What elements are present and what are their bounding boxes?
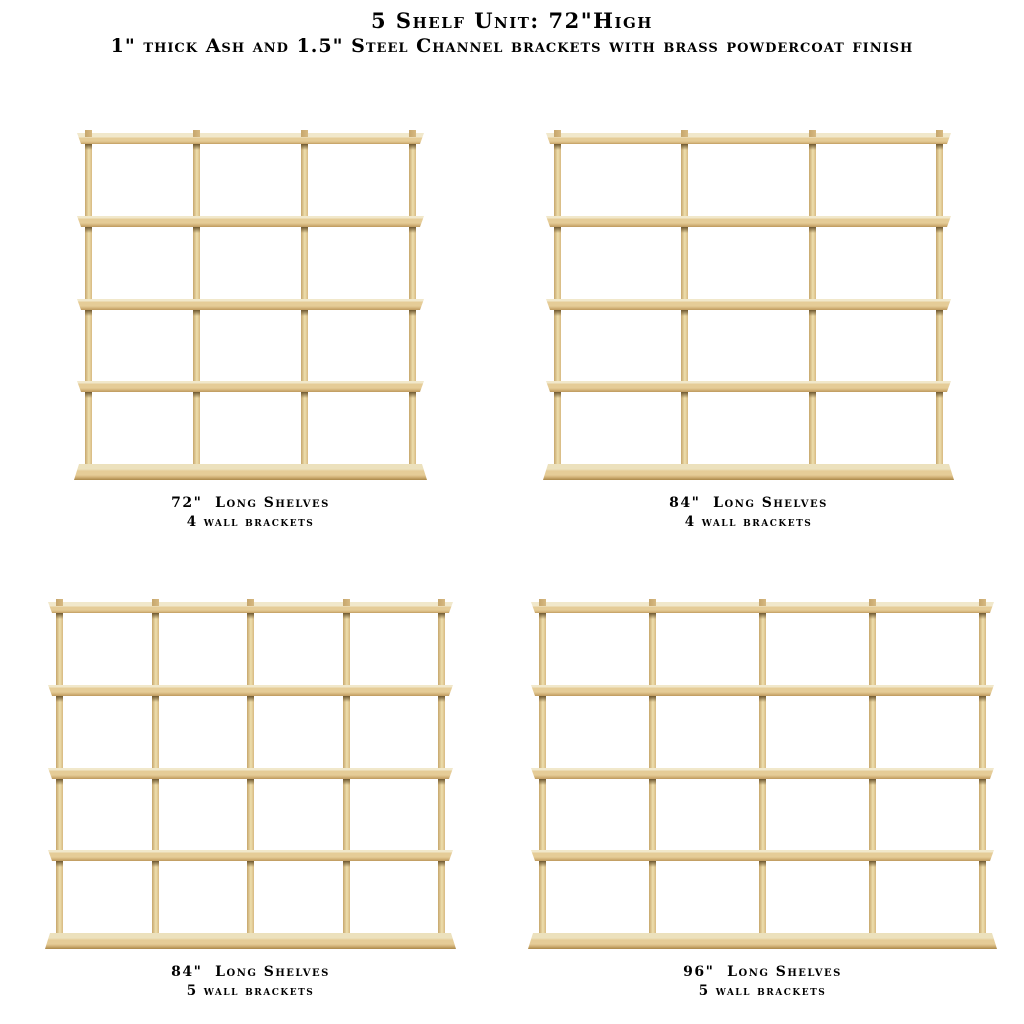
bracket-joint — [539, 696, 546, 702]
bracket-joint — [809, 310, 816, 316]
caption-bracket-count: 5 wall brackets — [698, 983, 827, 999]
bracket-joint — [979, 779, 986, 785]
bracket-joint — [809, 144, 816, 150]
bracket-joint — [554, 227, 561, 233]
bracket-clip — [649, 599, 656, 606]
bracket-joint — [409, 310, 416, 316]
bracket-joint — [554, 144, 561, 150]
bracket-joint — [56, 861, 63, 867]
bracket-joint — [409, 392, 416, 398]
caption-bracket-count: 5 wall brackets — [186, 983, 315, 999]
bracket-joint — [301, 227, 308, 233]
bracket-clip — [56, 599, 63, 606]
bracket-joint — [56, 696, 63, 702]
bracket-joint — [979, 861, 986, 867]
bracket-joint — [343, 779, 350, 785]
bracket-joint — [193, 392, 200, 398]
bracket-joint — [539, 779, 546, 785]
bracket-joint — [438, 696, 445, 702]
bracket-joint — [193, 227, 200, 233]
bracket-joint — [85, 144, 92, 150]
bracket-joint — [193, 144, 200, 150]
bracket-joint — [539, 861, 546, 867]
bracket-clip — [301, 130, 308, 137]
bracket-joint — [56, 779, 63, 785]
bracket-joint — [438, 779, 445, 785]
shelf-unit — [531, 602, 994, 1009]
bracket-joint — [979, 613, 986, 619]
bottom-shelf-board — [45, 933, 456, 949]
bracket-joint — [936, 310, 943, 316]
bracket-joint — [301, 310, 308, 316]
shelf-unit — [48, 602, 453, 1009]
caption-shelf-length: 84" Long Shelves — [669, 495, 828, 511]
bracket-clip — [809, 130, 816, 137]
shelf-board — [531, 768, 994, 779]
bracket-joint — [681, 144, 688, 150]
caption-shelf-length: 84" Long Shelves — [171, 964, 330, 980]
unit-caption — [17, 493, 484, 532]
bracket-joint — [869, 861, 876, 867]
bracket-joint — [343, 861, 350, 867]
bracket-joint — [809, 227, 816, 233]
caption-bracket-count: 4 wall brackets — [186, 514, 315, 530]
bracket-joint — [247, 696, 254, 702]
bottom-shelf-board — [543, 464, 954, 480]
bracket-joint — [247, 613, 254, 619]
bracket-joint — [247, 861, 254, 867]
bracket-joint — [85, 310, 92, 316]
bracket-clip — [936, 130, 943, 137]
shelf-board — [77, 299, 424, 310]
shelf-unit — [546, 133, 951, 540]
bracket-joint — [759, 613, 766, 619]
bracket-joint — [438, 613, 445, 619]
bracket-joint — [247, 779, 254, 785]
shelf-board — [48, 685, 453, 696]
bracket-joint — [152, 696, 159, 702]
bracket-joint — [343, 613, 350, 619]
bracket-joint — [681, 392, 688, 398]
shelf-board — [531, 850, 994, 861]
bracket-clip — [438, 599, 445, 606]
bracket-joint — [56, 613, 63, 619]
bracket-joint — [649, 613, 656, 619]
bracket-clip — [409, 130, 416, 137]
shelf-board — [546, 133, 951, 144]
bracket-joint — [554, 392, 561, 398]
bracket-joint — [809, 392, 816, 398]
shelf-board — [531, 685, 994, 696]
bracket-joint — [681, 227, 688, 233]
shelf-board — [77, 381, 424, 392]
bracket-joint — [936, 392, 943, 398]
bracket-joint — [152, 613, 159, 619]
bracket-clip — [869, 599, 876, 606]
unit-caption — [486, 493, 1011, 532]
caption-shelf-length: 96" Long Shelves — [683, 964, 842, 980]
bracket-joint — [193, 310, 200, 316]
bracket-joint — [301, 144, 308, 150]
bracket-joint — [343, 696, 350, 702]
bracket-joint — [539, 613, 546, 619]
bracket-clip — [247, 599, 254, 606]
bracket-clip — [152, 599, 159, 606]
bracket-joint — [681, 310, 688, 316]
caption-bracket-count: 4 wall brackets — [684, 514, 813, 530]
bracket-joint — [152, 779, 159, 785]
title-line-2: 1" thick Ash and 1.5" Steel Channel brackets with brass powdercoat finish — [110, 35, 914, 57]
bracket-joint — [759, 696, 766, 702]
bracket-joint — [936, 144, 943, 150]
page-title — [0, 8, 1024, 58]
bracket-joint — [649, 861, 656, 867]
bracket-joint — [152, 861, 159, 867]
caption-shelf-length: 72" Long Shelves — [171, 495, 330, 511]
unit-caption — [471, 962, 1024, 1001]
bracket-joint — [869, 696, 876, 702]
bracket-clip — [193, 130, 200, 137]
shelf-board — [48, 768, 453, 779]
shelf-unit — [77, 133, 424, 540]
bracket-joint — [85, 227, 92, 233]
bracket-clip — [539, 599, 546, 606]
bracket-clip — [343, 599, 350, 606]
bracket-joint — [869, 613, 876, 619]
bracket-joint — [649, 779, 656, 785]
bracket-joint — [438, 861, 445, 867]
bracket-joint — [301, 392, 308, 398]
bracket-clip — [681, 130, 688, 137]
unit-caption — [0, 962, 513, 1001]
bracket-joint — [979, 696, 986, 702]
bracket-joint — [409, 144, 416, 150]
bracket-joint — [759, 779, 766, 785]
title-line-1: 5 Shelf Unit: 72"High — [371, 8, 653, 33]
bracket-joint — [409, 227, 416, 233]
bracket-joint — [936, 227, 943, 233]
bracket-clip — [759, 599, 766, 606]
bracket-joint — [869, 779, 876, 785]
shelf-board — [546, 381, 951, 392]
bracket-clip — [554, 130, 561, 137]
shelf-board — [48, 850, 453, 861]
shelf-board — [546, 216, 951, 227]
bracket-joint — [554, 310, 561, 316]
bracket-clip — [979, 599, 986, 606]
shelf-board — [77, 216, 424, 227]
bottom-shelf-board — [74, 464, 427, 480]
bottom-shelf-board — [528, 933, 997, 949]
shelf-board — [77, 133, 424, 144]
bracket-joint — [759, 861, 766, 867]
bracket-clip — [85, 130, 92, 137]
shelf-board — [546, 299, 951, 310]
bracket-joint — [85, 392, 92, 398]
bracket-joint — [649, 696, 656, 702]
